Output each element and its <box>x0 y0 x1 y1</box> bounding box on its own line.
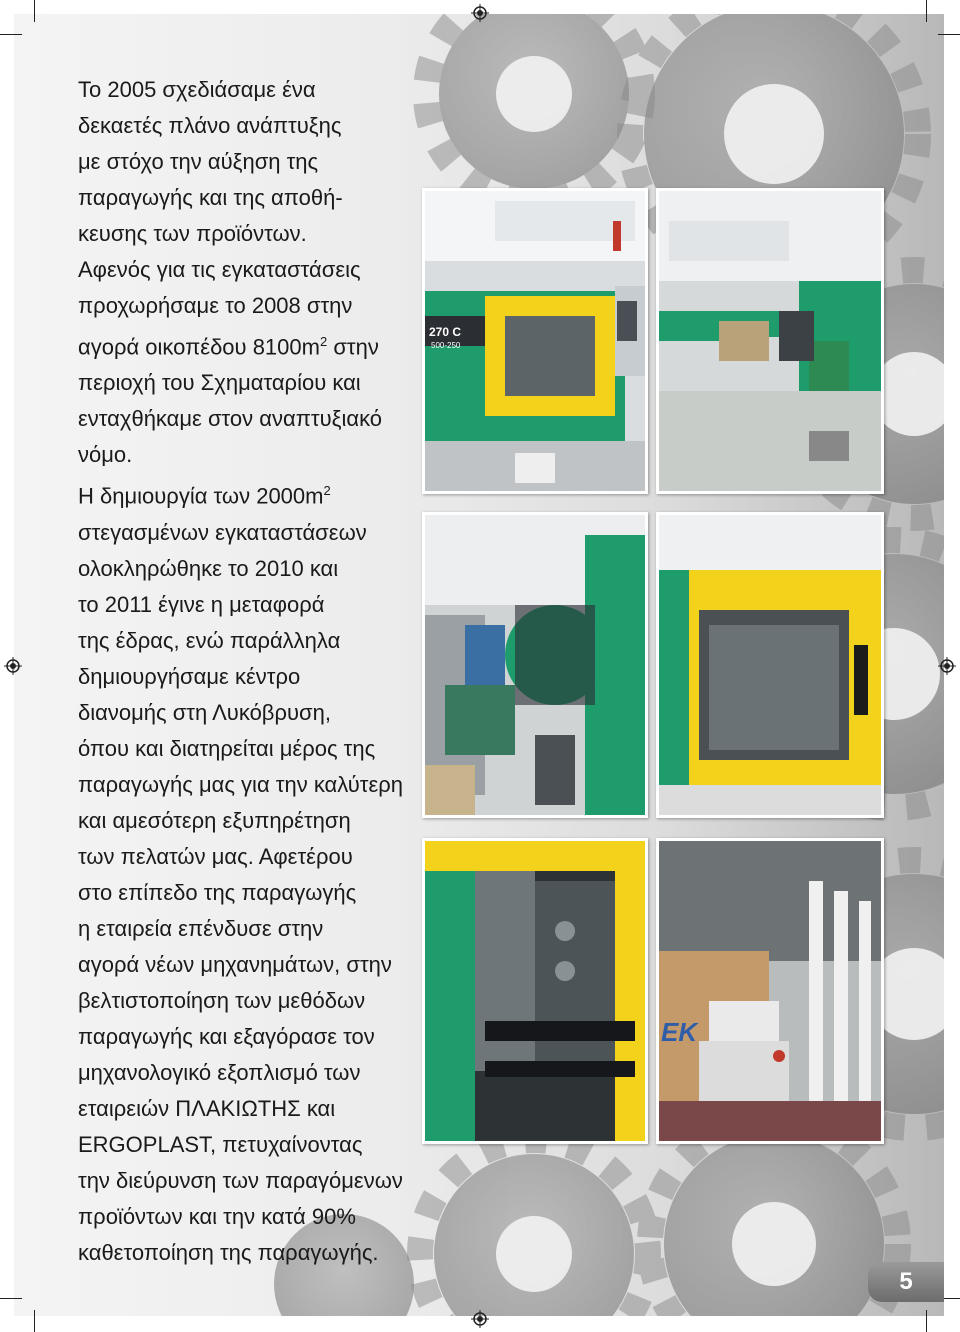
body-text-line: μηχανολογικό εξοπλισμό των <box>78 1059 361 1085</box>
photo-factory-floor-machines <box>656 188 884 494</box>
body-text-line: δημιουργήσαμε κέντρο <box>78 663 301 689</box>
body-paragraph <box>78 72 423 1271</box>
body-text-line: ενταχθήκαμε στον αναπτυξιακό <box>78 406 383 432</box>
body-text-line: διανομής στη Λυκόβρυση, <box>78 699 331 725</box>
photo-injection-machine-yellow-door <box>422 188 648 494</box>
body-text-line: την διεύρυνση των παραγόμενων <box>78 1167 403 1193</box>
machine-label: 270 C <box>429 325 462 339</box>
body-text-line: παραγωγής και εξαγόρασε τον <box>78 1023 375 1049</box>
body-text-line: προϊόντων και την κατά 90% <box>78 1203 356 1229</box>
body-text-line: η εταιρεία επένδυσε στην <box>78 915 324 941</box>
photo-pipe-production-line <box>656 838 884 1144</box>
body-text-line: προχωρήσαμε το 2008 στην <box>78 293 353 318</box>
registration-mark-icon <box>471 1310 489 1328</box>
body-text-line: της έδρας, ενώ παράλληλα <box>78 627 341 653</box>
body-text-line: νόμο. <box>78 442 133 468</box>
photo-mold-closeup <box>422 838 648 1144</box>
body-text-line: ERGOPLAST, πετυχαίνοντας <box>78 1131 363 1157</box>
body-text-segment: στην <box>327 334 379 360</box>
registration-mark-icon <box>938 657 956 675</box>
body-text-line: Αφενός για τις εγκαταστάσεις <box>78 257 361 282</box>
photo-yellow-guard-door <box>656 512 884 818</box>
body-text-line: των πελατών μας. Αφετέρου <box>78 843 353 869</box>
photo-green-clamp-unit <box>422 512 648 818</box>
body-text-line: περιοχή του Σχηματαρίου και <box>78 370 361 396</box>
body-text-line: στο επίπεδο της παραγωγής <box>78 879 357 905</box>
body-text-line <box>78 324 423 365</box>
body-text-line: ολοκληρώθηκε το 2010 και <box>78 555 339 581</box>
body-text-line: όπου και διατηρείται μέρος της <box>78 735 376 761</box>
body-text-line: βελτιστοποίηση των μεθόδων <box>78 987 366 1013</box>
box-print-text: EK <box>661 1017 698 1047</box>
superscript: 2 <box>319 334 328 349</box>
body-text-line: δεκαετές πλάνο ανάπτυξης <box>78 113 342 138</box>
crop-mark <box>34 0 35 22</box>
page-number: 5 <box>899 1268 913 1295</box>
body-text-segment: αγορά οικοπέδου 8100m <box>78 334 320 360</box>
registration-mark-icon <box>4 657 22 675</box>
body-text-line: εταιρειών ΠΛΑΚΙΩΤΗΣ και <box>78 1095 336 1121</box>
superscript: 2 <box>323 483 331 499</box>
body-text-line: Το 2005 σχεδιάσαμε ένα <box>78 77 316 102</box>
crop-mark <box>938 34 960 35</box>
crop-mark <box>34 1310 35 1332</box>
machine-sublabel: 500-250 <box>431 341 461 350</box>
body-text-segment: Η δημιουργία των 2000m <box>78 483 324 509</box>
crop-mark <box>0 1298 22 1299</box>
crop-mark <box>926 1310 927 1332</box>
body-text-line: παραγωγής και της αποθή- <box>78 185 343 210</box>
body-text-line: και αμεσότερη εξυπηρέτηση <box>78 807 351 833</box>
crop-mark <box>0 34 22 35</box>
body-text-line <box>78 473 423 514</box>
body-text-line: κευσης των προϊόντων. <box>78 221 307 246</box>
body-text-line: αγορά νέων μηχανημάτων, στην <box>78 951 392 977</box>
body-text-line: καθετοποίηση της παραγωγής. <box>78 1239 379 1265</box>
body-text-line: παραγωγής μας για την καλύτερη <box>78 771 404 797</box>
registration-mark-icon <box>471 4 489 22</box>
body-text-line: με στόχο την αύξηση της <box>78 149 319 174</box>
crop-mark <box>926 0 927 22</box>
body-text-line: στεγασμένων εγκαταστάσεων <box>78 519 367 545</box>
body-text-line: το 2011 έγινε η μεταφορά <box>78 591 325 617</box>
